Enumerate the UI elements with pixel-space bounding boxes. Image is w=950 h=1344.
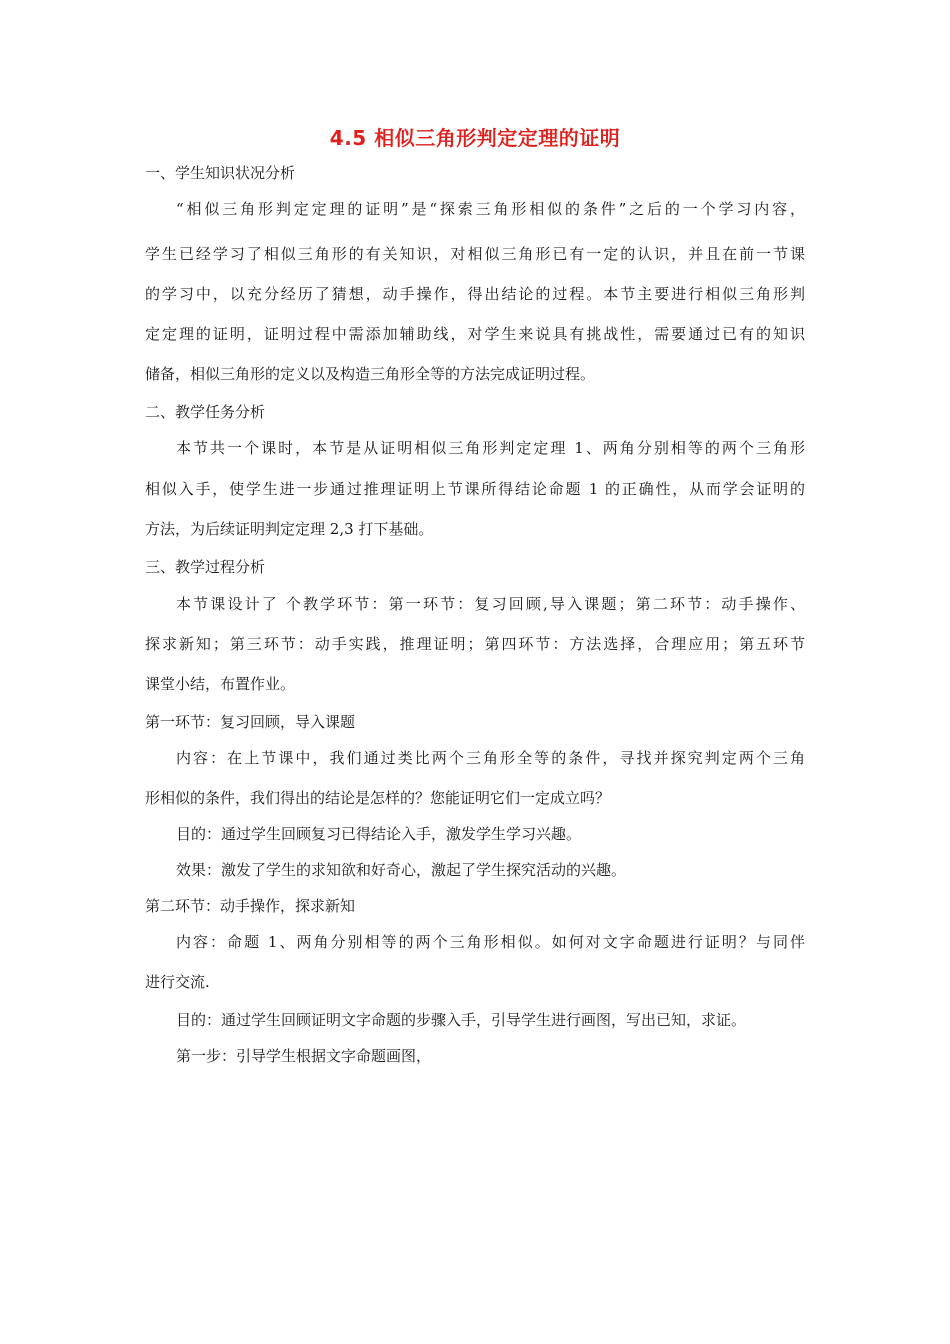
paragraph-line: 定定理的证明，证明过程中需添加辅助线，对学生来说具有挑战性，需要通过已有的知识	[145, 325, 805, 343]
paragraph-line: 方法，为后续证明判定定理 2,3 打下基础。	[145, 520, 434, 538]
section-heading: 二、教学任务分析	[145, 403, 266, 421]
paragraph-line: 第一步：引导学生根据文字命题画图，	[176, 1047, 432, 1065]
subsection-heading: 第二环节：动手操作，探求新知	[145, 897, 356, 915]
paragraph-line: 的学习中，以充分经历了猜想，动手操作，得出结论的过程。本节主要进行相似三角形判	[145, 285, 805, 303]
paragraph-line: 探求新知；第三环节：动手实践，推理证明；第四环节：方法选择，合理应用；第五环节	[145, 635, 805, 653]
paragraph-line: 储备，相似三角形的定义以及构造三角形全等的方法完成证明过程。	[145, 365, 596, 383]
paragraph-line: 内容：命题 1、两角分别相等的两个三角形相似。如何对文字命题进行证明？与同伴	[176, 933, 805, 951]
paragraph-line: 内容：在上节课中，我们通过类比两个三角形全等的条件，寻找并探究判定两个三角	[176, 749, 805, 767]
paragraph-line: 目的：通过学生回顾复习已得结论入手，激发学生学习兴趣。	[176, 825, 582, 843]
paragraph-line: 目的：通过学生回顾证明文字命题的步骤入手，引导学生进行画图，写出已知，求证。	[176, 1011, 747, 1029]
section-heading: 一、学生知识状况分析	[145, 164, 296, 182]
paragraph-line: 本节课设计了 个教学环节：第一环节：复习回顾,导入课题；第二环节：动手操作、	[176, 595, 805, 613]
paragraph-line: 形相似的条件，我们得出的结论是怎样的？您能证明它们一定成立吗？	[145, 789, 611, 807]
section-heading: 三、教学过程分析	[145, 558, 266, 576]
paragraph-line: 学生已经学习了相似三角形的有关知识，对相似三角形已有一定的认识，并且在前一节课	[145, 245, 805, 263]
paragraph-line: 效果：激发了学生的求知欲和好奇心，激起了学生探究活动的兴趣。	[176, 861, 627, 879]
subsection-heading: 第一环节：复习回顾，导入课题	[145, 713, 356, 731]
paragraph-line: “相似三角形判定定理的证明”是“探索三角形相似的条件”之后的一个学习内容，	[176, 200, 805, 218]
document-title: 4.5 相似三角形判定定理的证明	[329, 126, 621, 150]
paragraph-line: 课堂小结，布置作业。	[145, 675, 296, 693]
paragraph-line: 相似入手，使学生进一步通过推理证明上节课所得结论命题 1 的正确性，从而学会证明的	[145, 480, 805, 498]
paragraph-line: 进行交流.	[145, 973, 210, 991]
paragraph-line: 本节共一个课时，本节是从证明相似三角形判定定理 1、两角分别相等的两个三角形	[176, 439, 805, 457]
